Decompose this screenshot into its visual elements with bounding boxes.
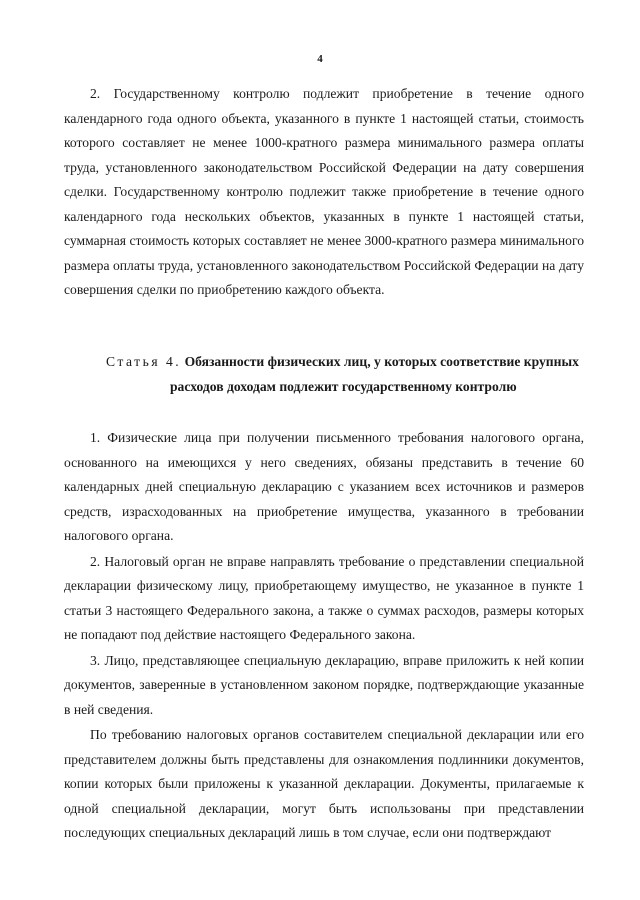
article-title-line1: Обязанности физических лиц, у которых соответствие крупных bbox=[184, 354, 579, 369]
article4-body bbox=[64, 426, 584, 846]
article-label: Статья 4. bbox=[106, 354, 182, 369]
paragraph-text: 2. Государственному контролю подлежит приобретение в течение одного календарного года одного объекта, указанного в пункте 1 настоящей статьи, стоимость которого составляет не менее 1000-кратного размера минимального размера оплаты труда, установленного законодательством Российской Федерации на дату совершения сделки. Государственному контролю подлежит также приобретение в течение одного календарного года нескольких объектов, указанных в пункте 1 настоящей статьи, суммарная стоимость которых составляет не менее 3000-кратного размера минимального размера оплаты труда, установленного законодательством Российской Федерации на дату совершения сделки по приобретению каждого объекта. bbox=[64, 86, 584, 297]
article-title-line2: расходов доходам подлежит государственному контролю bbox=[170, 378, 517, 394]
paragraph: 2. Налоговый орган не вправе направлять требование о представлении специальной декларации физическому лицу, приобретающему имущество, не указанное в пункте 1 статьи 3 настоящего Федерального закона, а также о суммах расходов, размеры которых не попадают под действие настоящего Федерального закона. bbox=[64, 553, 584, 642]
article3-paragraph-2 bbox=[64, 82, 584, 303]
page-number: 4 bbox=[317, 53, 323, 65]
paragraph: По требованию налоговых органов составителем специальной декларации или его представителем должны быть представлены для ознакомления подлинники документов, копии которых были приложены к указанной декларации. Документы, прилагаемые к одной специальной декларации, могут быть использованы при представлении последующих специальных деклараций лишь в том случае, если они подтверждают bbox=[64, 727, 584, 840]
paragraph: 1. Физические лица при получении письменного требования налогового органа, основанного на имеющихся у него сведениях, обязаны представить в течение 60 календарных дней специальную декларацию с указанием всех источников и размеров средств, израсходованных на приобретение имущества, указанного в требовании налогового органа. bbox=[64, 430, 584, 543]
article4-heading bbox=[64, 350, 584, 399]
paragraph: 3. Лицо, представляющее специальную декларацию, вправе приложить к ней копии документов, заверенные в установленном законом порядке, подтверждающие указанные в ней сведения. bbox=[64, 652, 584, 717]
